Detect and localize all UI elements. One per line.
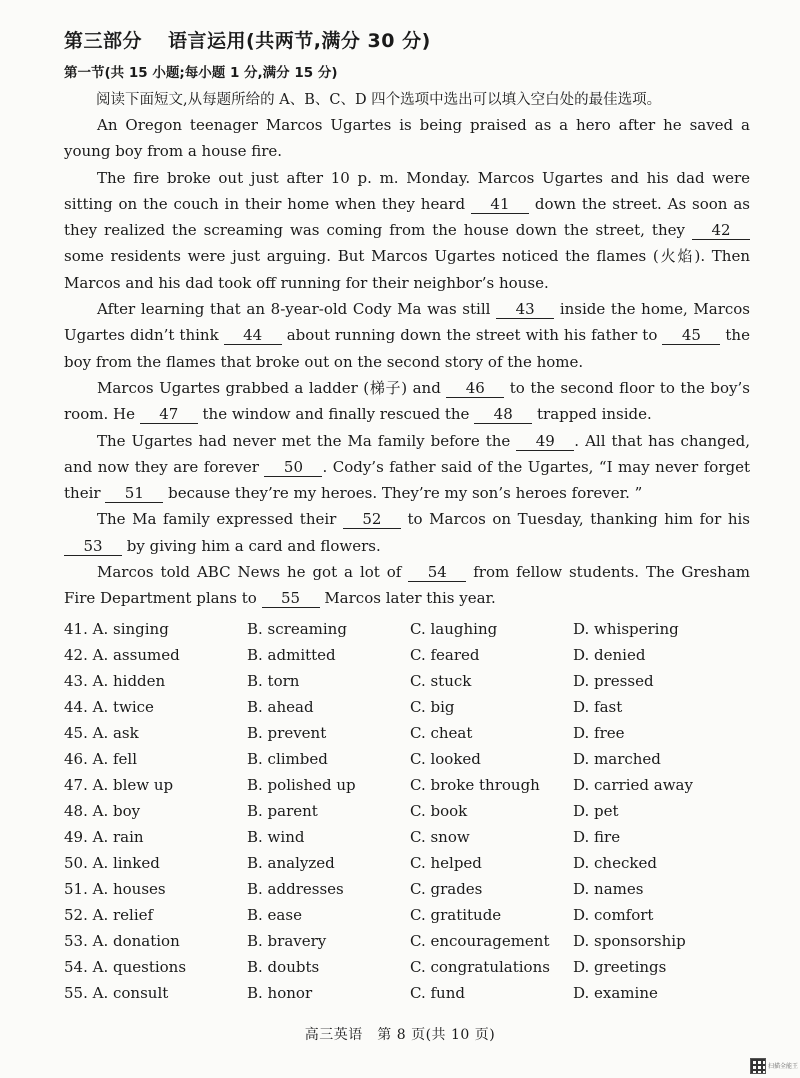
option-c: C. grades bbox=[410, 880, 483, 898]
option-a: 55. A. consult bbox=[64, 984, 169, 1002]
option-b: B. analyzed bbox=[247, 854, 335, 872]
blank-41: 41 bbox=[471, 196, 529, 214]
option-a: 51. A. houses bbox=[64, 880, 166, 898]
option-c: C. laughing bbox=[410, 620, 498, 638]
option-c: C. snow bbox=[410, 828, 470, 846]
option-b: B. ahead bbox=[247, 698, 314, 716]
cloze-passage bbox=[64, 112, 750, 612]
option-d: D. sponsorship bbox=[573, 932, 686, 950]
answer-options bbox=[64, 616, 764, 1006]
paragraph-6: The Ma family expressed their 52 to Marcos on Tuesday, thanking him for his 53 by giving him a card and flowers. bbox=[64, 506, 750, 559]
option-b: B. climbed bbox=[247, 750, 328, 768]
option-c: C. gratitude bbox=[410, 906, 502, 924]
part-subtitle: 语言运用(共两节,满分 30 分) bbox=[168, 30, 431, 52]
option-row-43 bbox=[64, 668, 764, 694]
option-c: C. stuck bbox=[410, 672, 472, 690]
option-d: D. pressed bbox=[573, 672, 654, 690]
option-d: D. free bbox=[573, 724, 625, 742]
option-a: 43. A. hidden bbox=[64, 672, 166, 690]
option-d: D. carried away bbox=[573, 776, 693, 794]
page-footer: 高三英语 第 8 页(共 10 页) bbox=[304, 1027, 496, 1043]
option-d: D. greetings bbox=[573, 958, 667, 976]
option-row-50 bbox=[64, 850, 764, 876]
paragraph-7: Marcos told ABC News he got a lot of 54 from fellow students. The Gresham Fire Department plans to 55 Marcos later this year. bbox=[64, 563, 750, 608]
blank-51: 51 bbox=[105, 485, 163, 503]
option-b: B. polished up bbox=[247, 776, 356, 794]
blank-52: 52 bbox=[343, 511, 401, 529]
blank-54: 54 bbox=[408, 564, 466, 582]
blank-53: 53 bbox=[64, 538, 122, 556]
option-row-54 bbox=[64, 954, 764, 980]
blank-47: 47 bbox=[140, 406, 198, 424]
option-c: C. congratulations bbox=[410, 958, 550, 976]
option-c: C. book bbox=[410, 802, 468, 820]
option-a: 49. A. rain bbox=[64, 828, 144, 846]
part-title bbox=[64, 26, 431, 53]
blank-44: 44 bbox=[224, 327, 282, 345]
option-d: D. pet bbox=[573, 802, 619, 820]
option-a: 42. A. assumed bbox=[64, 646, 180, 664]
option-row-51 bbox=[64, 876, 764, 902]
option-b: B. honor bbox=[247, 984, 313, 1002]
option-d: D. whispering bbox=[573, 620, 679, 638]
blank-50: 50 bbox=[264, 459, 322, 477]
option-a: 48. A. boy bbox=[64, 802, 141, 820]
option-d: D. checked bbox=[573, 854, 657, 872]
blank-45: 45 bbox=[662, 327, 720, 345]
blank-43: 43 bbox=[496, 301, 554, 319]
option-b: B. torn bbox=[247, 672, 300, 690]
instruction-text: 阅读下面短文,从每题所给的 A、B、C、D 四个选项中选出可以填入空白处的最佳选项。 bbox=[96, 92, 662, 108]
option-d: D. examine bbox=[573, 984, 658, 1002]
option-a: 54. A. questions bbox=[64, 958, 187, 976]
paragraph-3: After learning that an 8-year-old Cody Ma was still 43 inside the home, Marcos Ugartes didn’t think 44 about running down the street with his father to 45 the boy from the flames that broke out on the second story of the home. bbox=[64, 300, 750, 371]
option-b: B. parent bbox=[247, 802, 318, 820]
option-d: D. denied bbox=[573, 646, 646, 664]
qr-code-icon bbox=[750, 1058, 766, 1074]
option-a: 53. A. donation bbox=[64, 932, 180, 950]
option-d: D. names bbox=[573, 880, 644, 898]
option-c: C. cheat bbox=[410, 724, 473, 742]
option-b: B. admitted bbox=[247, 646, 336, 664]
option-c: C. encouragement bbox=[410, 932, 550, 950]
option-row-42 bbox=[64, 642, 764, 668]
option-a: 45. A. ask bbox=[64, 724, 139, 742]
option-row-48 bbox=[64, 798, 764, 824]
section-title: 第一节(共 15 小题;每小题 1 分,满分 15 分) bbox=[64, 65, 338, 81]
option-d: D. fast bbox=[573, 698, 623, 716]
paragraph-2: The fire broke out just after 10 p. m. Monday. Marcos Ugartes and his dad were sitting on the couch in their home when they heard 41 down the street. As soon as they realized the screaming was coming from the house down the street, they 42 some residents were just arguing. But Marcos Ugartes noticed the flames (火焰). Then Marcos and his dad took off running for their neighbor’s house. bbox=[64, 168, 750, 292]
option-d: D. fire bbox=[573, 828, 621, 846]
paragraph-5: The Ugartes had never met the Ma family before the 49 . All that has changed, and now they are forever 50 . Cody’s father said of the Ugartes, “I may never forget their 51 because they’re my heroes. They’re my son’s heroes forever. ” bbox=[64, 431, 750, 503]
option-b: B. ease bbox=[247, 906, 302, 924]
option-a: 52. A. relief bbox=[64, 906, 154, 924]
paragraph-4: Marcos Ugartes grabbed a ladder (梯子) and 46 to the second floor to the boy’s room. He 47 the window and finally rescued the 48 trapped inside. bbox=[64, 378, 750, 424]
option-b: B. prevent bbox=[247, 724, 327, 742]
option-row-44 bbox=[64, 694, 764, 720]
option-b: B. wind bbox=[247, 828, 305, 846]
blank-42: 42 bbox=[692, 222, 750, 240]
blank-48: 48 bbox=[474, 406, 532, 424]
option-b: B. bravery bbox=[247, 932, 327, 950]
option-a: 41. A. singing bbox=[64, 620, 169, 638]
option-d: D. marched bbox=[573, 750, 661, 768]
option-row-55 bbox=[64, 980, 764, 1006]
option-c: C. helped bbox=[410, 854, 482, 872]
option-a: 46. A. fell bbox=[64, 750, 138, 768]
blank-46: 46 bbox=[446, 380, 504, 398]
option-row-49 bbox=[64, 824, 764, 850]
option-a: 47. A. blew up bbox=[64, 776, 174, 794]
option-d: D. comfort bbox=[573, 906, 654, 924]
part-number: 第三部分 bbox=[64, 30, 143, 52]
option-b: B. doubts bbox=[247, 958, 320, 976]
option-c: C. fund bbox=[410, 984, 465, 1002]
blank-49: 49 bbox=[516, 433, 574, 451]
option-row-52 bbox=[64, 902, 764, 928]
option-row-45 bbox=[64, 720, 764, 746]
option-row-53 bbox=[64, 928, 764, 954]
option-b: B. screaming bbox=[247, 620, 347, 638]
option-a: 50. A. linked bbox=[64, 854, 160, 872]
option-row-46 bbox=[64, 746, 764, 772]
option-a: 44. A. twice bbox=[64, 698, 154, 716]
scanner-mark: 扫描全能王 bbox=[768, 1063, 799, 1070]
option-c: C. big bbox=[410, 698, 455, 716]
paragraph-1: An Oregon teenager Marcos Ugartes is being praised as a hero after he saved a young boy from a house fire. bbox=[64, 116, 750, 161]
option-c: C. feared bbox=[410, 646, 480, 664]
blank-55: 55 bbox=[262, 590, 320, 608]
option-row-41 bbox=[64, 616, 764, 642]
option-c: C. broke through bbox=[410, 776, 540, 794]
option-b: B. addresses bbox=[247, 880, 344, 898]
option-c: C. looked bbox=[410, 750, 481, 768]
option-row-47 bbox=[64, 772, 764, 798]
